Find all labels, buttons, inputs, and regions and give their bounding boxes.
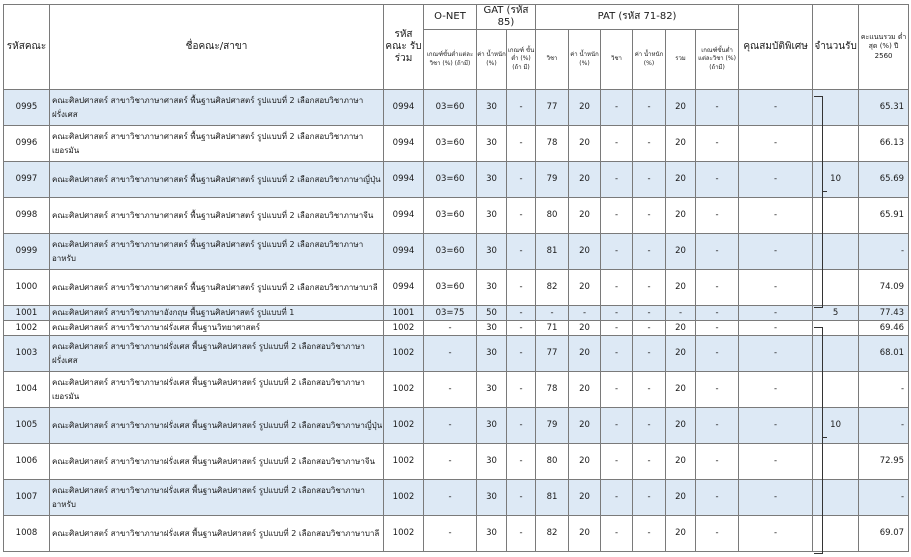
header-pat-total: รวม bbox=[666, 30, 696, 90]
row-faculty-name: คณะศิลปศาสตร์ สาขาวิชาภาษาศาสตร์ พื้นฐานศิลปศาสตร์ รูปแบบที่ 2 เลือกสอบวิชาภาษาญี่ปุ่น bbox=[50, 162, 384, 198]
row-pat-total: 20 bbox=[666, 336, 696, 372]
row-special: - bbox=[739, 306, 813, 321]
row-min-score: 65.69 bbox=[859, 162, 909, 198]
row-pat-weight-1: 20 bbox=[569, 198, 601, 234]
row-pat-min: - bbox=[696, 198, 739, 234]
row-onet-min: - bbox=[424, 408, 477, 444]
row-pat-min: - bbox=[696, 444, 739, 480]
row-faculty-code: 1002 bbox=[4, 321, 50, 336]
row-pat-subject-2: - bbox=[601, 198, 633, 234]
row-pat-subject-2: - bbox=[601, 270, 633, 306]
row-faculty-name: คณะศิลปศาสตร์ สาขาวิชาภาษาอังกฤษ พื้นฐานศิลปศาสตร์ รูปแบบที่ 1 bbox=[50, 306, 384, 321]
admission-criteria-table bbox=[3, 4, 909, 552]
row-min-score: 74.09 bbox=[859, 270, 909, 306]
row-onet-min: - bbox=[424, 516, 477, 552]
row-onet-min: - bbox=[424, 444, 477, 480]
row-pat-total: 20 bbox=[666, 516, 696, 552]
row-gat-weight: 30 bbox=[477, 336, 507, 372]
row-gat-weight: 30 bbox=[477, 372, 507, 408]
row-faculty-name: คณะศิลปศาสตร์ สาขาวิชาภาษาศาสตร์ พื้นฐานศิลปศาสตร์ รูปแบบที่ 2 เลือกสอบวิชาภาษาจีน bbox=[50, 198, 384, 234]
header-onet-min: เกณฑ์ขั้นต่ำแต่ละวิชา (%) (ถ้ามี) bbox=[424, 30, 477, 90]
row-joint-code: 0994 bbox=[384, 234, 424, 270]
row-pat-subject-2: - bbox=[601, 372, 633, 408]
row-pat-subject-1: 81 bbox=[536, 480, 569, 516]
row-joint-code: 1002 bbox=[384, 321, 424, 336]
row-min-score: - bbox=[859, 372, 909, 408]
row-faculty-name: คณะศิลปศาสตร์ สาขาวิชาภาษาศาสตร์ พื้นฐานศิลปศาสตร์ รูปแบบที่ 2 เลือกสอบวิชาภาษาบาลี bbox=[50, 270, 384, 306]
row-gat-weight: 30 bbox=[477, 408, 507, 444]
row-faculty-name: คณะศิลปศาสตร์ สาขาวิชาภาษาฝรั่งเศส พื้นฐานศิลปศาสตร์ รูปแบบที่ 2 เลือกสอบวิชาภาษาอาหรับ bbox=[50, 480, 384, 516]
row-pat-weight-2: - bbox=[633, 516, 666, 552]
row-special: - bbox=[739, 336, 813, 372]
header-pat-subject-1: วิชา bbox=[536, 30, 569, 90]
row-min-score: 68.01 bbox=[859, 336, 909, 372]
row-gat-min: - bbox=[507, 480, 536, 516]
row-pat-min: - bbox=[696, 126, 739, 162]
row-quota bbox=[813, 198, 859, 234]
row-onet-min: 03=60 bbox=[424, 162, 477, 198]
row-faculty-code: 1000 bbox=[4, 270, 50, 306]
row-pat-weight-2: - bbox=[633, 126, 666, 162]
row-quota bbox=[813, 162, 859, 198]
table-row bbox=[4, 321, 909, 336]
row-pat-weight-2: - bbox=[633, 321, 666, 336]
row-pat-total: 20 bbox=[666, 198, 696, 234]
quota-value: 10 bbox=[830, 174, 841, 185]
row-pat-subject-1: - bbox=[536, 306, 569, 321]
row-pat-subject-2: - bbox=[601, 126, 633, 162]
row-min-score: 69.46 bbox=[859, 321, 909, 336]
row-pat-weight-1: 20 bbox=[569, 234, 601, 270]
row-pat-min: - bbox=[696, 516, 739, 552]
row-faculty-code: 1001 bbox=[4, 306, 50, 321]
row-faculty-code: 0996 bbox=[4, 126, 50, 162]
row-pat-min: - bbox=[696, 321, 739, 336]
row-special: - bbox=[739, 372, 813, 408]
row-pat-weight-1: 20 bbox=[569, 162, 601, 198]
table-row bbox=[4, 516, 909, 552]
header-pat-weight-1: ค่า น้ำหนัก (%) bbox=[569, 30, 601, 90]
row-pat-weight-1: 20 bbox=[569, 516, 601, 552]
row-joint-code: 1002 bbox=[384, 444, 424, 480]
row-onet-min: - bbox=[424, 321, 477, 336]
row-gat-min: - bbox=[507, 234, 536, 270]
row-onet-min: - bbox=[424, 336, 477, 372]
row-gat-min: - bbox=[507, 444, 536, 480]
row-faculty-code: 0997 bbox=[4, 162, 50, 198]
row-min-score: - bbox=[859, 234, 909, 270]
row-pat-weight-1: 20 bbox=[569, 336, 601, 372]
row-pat-total: 20 bbox=[666, 444, 696, 480]
row-pat-total: 20 bbox=[666, 162, 696, 198]
row-special: - bbox=[739, 126, 813, 162]
row-gat-min: - bbox=[507, 408, 536, 444]
row-pat-weight-2: - bbox=[633, 372, 666, 408]
header-special-qualification: คุณสมบัติพิเศษ bbox=[739, 5, 813, 90]
header-joint-code: รหัสคณะ รับร่วม bbox=[384, 5, 424, 90]
table-row bbox=[4, 408, 909, 444]
row-gat-weight: 30 bbox=[477, 198, 507, 234]
row-special: - bbox=[739, 516, 813, 552]
row-pat-min: - bbox=[696, 372, 739, 408]
table-row bbox=[4, 480, 909, 516]
quota-value: 10 bbox=[830, 420, 841, 431]
row-special: - bbox=[739, 198, 813, 234]
row-quota bbox=[813, 336, 859, 372]
row-special: - bbox=[739, 480, 813, 516]
row-min-score: 65.31 bbox=[859, 90, 909, 126]
row-onet-min: 03=60 bbox=[424, 126, 477, 162]
row-faculty-code: 0995 bbox=[4, 90, 50, 126]
row-pat-weight-1: 20 bbox=[569, 408, 601, 444]
row-faculty-name: คณะศิลปศาสตร์ สาขาวิชาภาษาศาสตร์ พื้นฐานศิลปศาสตร์ รูปแบบที่ 2 เลือกสอบวิชาภาษาฝรั่งเศส bbox=[50, 90, 384, 126]
row-pat-total: 20 bbox=[666, 480, 696, 516]
row-gat-min: - bbox=[507, 126, 536, 162]
row-pat-subject-2: - bbox=[601, 306, 633, 321]
row-onet-min: 03=60 bbox=[424, 198, 477, 234]
row-quota bbox=[813, 516, 859, 552]
row-pat-subject-2: - bbox=[601, 162, 633, 198]
row-pat-subject-1: 71 bbox=[536, 321, 569, 336]
table-row bbox=[4, 90, 909, 126]
row-gat-weight: 30 bbox=[477, 444, 507, 480]
row-joint-code: 0994 bbox=[384, 198, 424, 234]
row-pat-min: - bbox=[696, 306, 739, 321]
row-quota bbox=[813, 372, 859, 408]
row-gat-weight: 30 bbox=[477, 126, 507, 162]
row-gat-weight: 50 bbox=[477, 306, 507, 321]
row-joint-code: 1001 bbox=[384, 306, 424, 321]
row-quota bbox=[813, 321, 859, 336]
row-faculty-name: คณะศิลปศาสตร์ สาขาวิชาภาษาฝรั่งเศส พื้นฐานวิทยาศาสตร์ bbox=[50, 321, 384, 336]
row-pat-min: - bbox=[696, 234, 739, 270]
table-row bbox=[4, 306, 909, 321]
row-faculty-name: คณะศิลปศาสตร์ สาขาวิชาภาษาฝรั่งเศส พื้นฐานศิลปศาสตร์ รูปแบบที่ 2 เลือกสอบวิชาภาษาฝรั่งเศส bbox=[50, 336, 384, 372]
table-row bbox=[4, 126, 909, 162]
header-pat-min: เกณฑ์ขั้นต่ำ แต่ละวิชา (%) (ถ้ามี) bbox=[696, 30, 739, 90]
row-gat-weight: 30 bbox=[477, 270, 507, 306]
row-min-score: - bbox=[859, 480, 909, 516]
row-pat-total: 20 bbox=[666, 126, 696, 162]
row-gat-min: - bbox=[507, 372, 536, 408]
row-min-score: 66.13 bbox=[859, 126, 909, 162]
row-faculty-code: 1005 bbox=[4, 408, 50, 444]
row-pat-weight-1: 20 bbox=[569, 480, 601, 516]
header-pat-subject-2: วิชา bbox=[601, 30, 633, 90]
row-pat-weight-2: - bbox=[633, 162, 666, 198]
row-pat-total: 20 bbox=[666, 408, 696, 444]
row-gat-min: - bbox=[507, 162, 536, 198]
row-faculty-code: 1008 bbox=[4, 516, 50, 552]
row-pat-subject-1: 81 bbox=[536, 234, 569, 270]
group-bracket-tick bbox=[822, 191, 827, 192]
row-pat-weight-1: 20 bbox=[569, 372, 601, 408]
row-gat-min: - bbox=[507, 516, 536, 552]
header-gat-weight: ค่า น้ำหนัก (%) bbox=[477, 30, 507, 90]
row-pat-weight-2: - bbox=[633, 90, 666, 126]
row-gat-min: - bbox=[507, 321, 536, 336]
row-pat-subject-1: 80 bbox=[536, 198, 569, 234]
table-row bbox=[4, 234, 909, 270]
row-gat-weight: 30 bbox=[477, 516, 507, 552]
row-pat-subject-2: - bbox=[601, 321, 633, 336]
row-pat-weight-1: 20 bbox=[569, 444, 601, 480]
row-pat-total: 20 bbox=[666, 321, 696, 336]
table-row bbox=[4, 444, 909, 480]
row-pat-min: - bbox=[696, 408, 739, 444]
row-pat-weight-2: - bbox=[633, 480, 666, 516]
row-pat-weight-2: - bbox=[633, 408, 666, 444]
row-gat-weight: 30 bbox=[477, 321, 507, 336]
row-pat-weight-2: - bbox=[633, 198, 666, 234]
header-onet: O-NET bbox=[424, 5, 477, 30]
header-pat-weight-2: ค่า น้ำหนัก (%) bbox=[633, 30, 666, 90]
row-pat-min: - bbox=[696, 162, 739, 198]
row-pat-total: 20 bbox=[666, 372, 696, 408]
row-special: - bbox=[739, 270, 813, 306]
row-joint-code: 0994 bbox=[384, 90, 424, 126]
row-pat-weight-2: - bbox=[633, 270, 666, 306]
row-special: - bbox=[739, 234, 813, 270]
row-pat-subject-2: - bbox=[601, 516, 633, 552]
row-pat-subject-1: 77 bbox=[536, 336, 569, 372]
row-pat-subject-1: 78 bbox=[536, 372, 569, 408]
row-pat-min: - bbox=[696, 480, 739, 516]
row-min-score: - bbox=[859, 408, 909, 444]
row-quota bbox=[813, 444, 859, 480]
row-quota bbox=[813, 126, 859, 162]
row-faculty-name: คณะศิลปศาสตร์ สาขาวิชาภาษาฝรั่งเศส พื้นฐานศิลปศาสตร์ รูปแบบที่ 2 เลือกสอบวิชาภาษาเยอรมัน bbox=[50, 372, 384, 408]
row-pat-weight-2: - bbox=[633, 234, 666, 270]
row-pat-total: 20 bbox=[666, 90, 696, 126]
row-faculty-name: คณะศิลปศาสตร์ สาขาวิชาภาษาศาสตร์ พื้นฐานศิลปศาสตร์ รูปแบบที่ 2 เลือกสอบวิชาภาษาอาหรับ bbox=[50, 234, 384, 270]
row-gat-min: - bbox=[507, 198, 536, 234]
row-joint-code: 0994 bbox=[384, 162, 424, 198]
table-row bbox=[4, 162, 909, 198]
group-bracket-tick bbox=[822, 437, 827, 438]
row-gat-min: - bbox=[507, 306, 536, 321]
row-onet-min: 03=60 bbox=[424, 234, 477, 270]
header-faculty-name: ชื่อคณะ/สาขา bbox=[50, 5, 384, 90]
row-quota bbox=[813, 480, 859, 516]
table-body bbox=[4, 90, 909, 552]
row-quota bbox=[813, 90, 859, 126]
row-quota bbox=[813, 408, 859, 444]
row-quota bbox=[813, 306, 859, 321]
row-pat-weight-1: 20 bbox=[569, 90, 601, 126]
row-faculty-code: 1004 bbox=[4, 372, 50, 408]
row-pat-min: - bbox=[696, 90, 739, 126]
row-pat-subject-1: 79 bbox=[536, 408, 569, 444]
row-joint-code: 1002 bbox=[384, 408, 424, 444]
row-faculty-name: คณะศิลปศาสตร์ สาขาวิชาภาษาศาสตร์ พื้นฐานศิลปศาสตร์ รูปแบบที่ 2 เลือกสอบวิชาภาษาเยอรมัน bbox=[50, 126, 384, 162]
table-row bbox=[4, 336, 909, 372]
row-special: - bbox=[739, 408, 813, 444]
row-pat-total: 20 bbox=[666, 234, 696, 270]
row-faculty-name: คณะศิลปศาสตร์ สาขาวิชาภาษาฝรั่งเศส พื้นฐานศิลปศาสตร์ รูปแบบที่ 2 เลือกสอบวิชาภาษาจีน bbox=[50, 444, 384, 480]
row-onet-min: - bbox=[424, 480, 477, 516]
row-pat-min: - bbox=[696, 336, 739, 372]
row-pat-subject-1: 80 bbox=[536, 444, 569, 480]
row-pat-weight-1: 20 bbox=[569, 270, 601, 306]
row-pat-subject-1: 82 bbox=[536, 270, 569, 306]
row-pat-weight-2: - bbox=[633, 306, 666, 321]
row-gat-weight: 30 bbox=[477, 90, 507, 126]
row-onet-min: 03=60 bbox=[424, 90, 477, 126]
row-joint-code: 0994 bbox=[384, 126, 424, 162]
row-special: - bbox=[739, 444, 813, 480]
row-faculty-name: คณะศิลปศาสตร์ สาขาวิชาภาษาฝรั่งเศส พื้นฐานศิลปศาสตร์ รูปแบบที่ 2 เลือกสอบวิชาภาษาบาลี bbox=[50, 516, 384, 552]
row-gat-min: - bbox=[507, 90, 536, 126]
row-quota bbox=[813, 234, 859, 270]
row-faculty-name: คณะศิลปศาสตร์ สาขาวิชาภาษาฝรั่งเศส พื้นฐานศิลปศาสตร์ รูปแบบที่ 2 เลือกสอบวิชาภาษาญี่ปุ่น bbox=[50, 408, 384, 444]
row-pat-subject-2: - bbox=[601, 234, 633, 270]
row-onet-min: - bbox=[424, 372, 477, 408]
table-row bbox=[4, 270, 909, 306]
row-faculty-code: 1007 bbox=[4, 480, 50, 516]
row-faculty-code: 0998 bbox=[4, 198, 50, 234]
row-gat-weight: 30 bbox=[477, 480, 507, 516]
header-quota: จำนวนรับ bbox=[813, 5, 859, 90]
row-pat-subject-2: - bbox=[601, 444, 633, 480]
header-min-score: คะแนนรวม ต่ำสุด (%) ปี 2560 bbox=[859, 5, 909, 90]
row-pat-subject-2: - bbox=[601, 408, 633, 444]
table-header bbox=[4, 5, 909, 90]
row-joint-code: 1002 bbox=[384, 372, 424, 408]
row-special: - bbox=[739, 321, 813, 336]
row-onet-min: 03=75 bbox=[424, 306, 477, 321]
row-pat-total: - bbox=[666, 306, 696, 321]
row-faculty-code: 1003 bbox=[4, 336, 50, 372]
row-joint-code: 0994 bbox=[384, 270, 424, 306]
row-pat-subject-1: 79 bbox=[536, 162, 569, 198]
table-row bbox=[4, 372, 909, 408]
row-pat-subject-2: - bbox=[601, 480, 633, 516]
row-pat-subject-2: - bbox=[601, 90, 633, 126]
row-pat-min: - bbox=[696, 270, 739, 306]
row-joint-code: 1002 bbox=[384, 516, 424, 552]
header-pat: PAT (รหัส 71-82) bbox=[536, 5, 739, 30]
row-joint-code: 1002 bbox=[384, 336, 424, 372]
row-gat-weight: 30 bbox=[477, 162, 507, 198]
row-joint-code: 1002 bbox=[384, 480, 424, 516]
row-min-score: 72.95 bbox=[859, 444, 909, 480]
row-special: - bbox=[739, 90, 813, 126]
row-pat-subject-1: 82 bbox=[536, 516, 569, 552]
table-row bbox=[4, 198, 909, 234]
row-onet-min: 03=60 bbox=[424, 270, 477, 306]
row-min-score: 69.07 bbox=[859, 516, 909, 552]
row-pat-subject-2: - bbox=[601, 336, 633, 372]
row-pat-weight-1: - bbox=[569, 306, 601, 321]
header-faculty-code: รหัสคณะ bbox=[4, 5, 50, 90]
row-pat-weight-1: 20 bbox=[569, 126, 601, 162]
header-gat: GAT (รหัส 85) bbox=[477, 5, 536, 30]
row-pat-subject-1: 77 bbox=[536, 90, 569, 126]
row-pat-subject-1: 78 bbox=[536, 126, 569, 162]
row-pat-total: 20 bbox=[666, 270, 696, 306]
quota-value: 5 bbox=[832, 307, 839, 318]
row-gat-weight: 30 bbox=[477, 234, 507, 270]
row-faculty-code: 0999 bbox=[4, 234, 50, 270]
row-min-score: 77.43 bbox=[859, 306, 909, 321]
row-quota bbox=[813, 270, 859, 306]
row-pat-weight-2: - bbox=[633, 336, 666, 372]
header-gat-min: เกณฑ์ ขั้นต่ำ (%) (ถ้า มี) bbox=[507, 30, 536, 90]
row-pat-weight-1: 20 bbox=[569, 321, 601, 336]
row-faculty-code: 1006 bbox=[4, 444, 50, 480]
row-min-score: 65.91 bbox=[859, 198, 909, 234]
row-gat-min: - bbox=[507, 270, 536, 306]
row-gat-min: - bbox=[507, 336, 536, 372]
row-pat-weight-2: - bbox=[633, 444, 666, 480]
row-special: - bbox=[739, 162, 813, 198]
